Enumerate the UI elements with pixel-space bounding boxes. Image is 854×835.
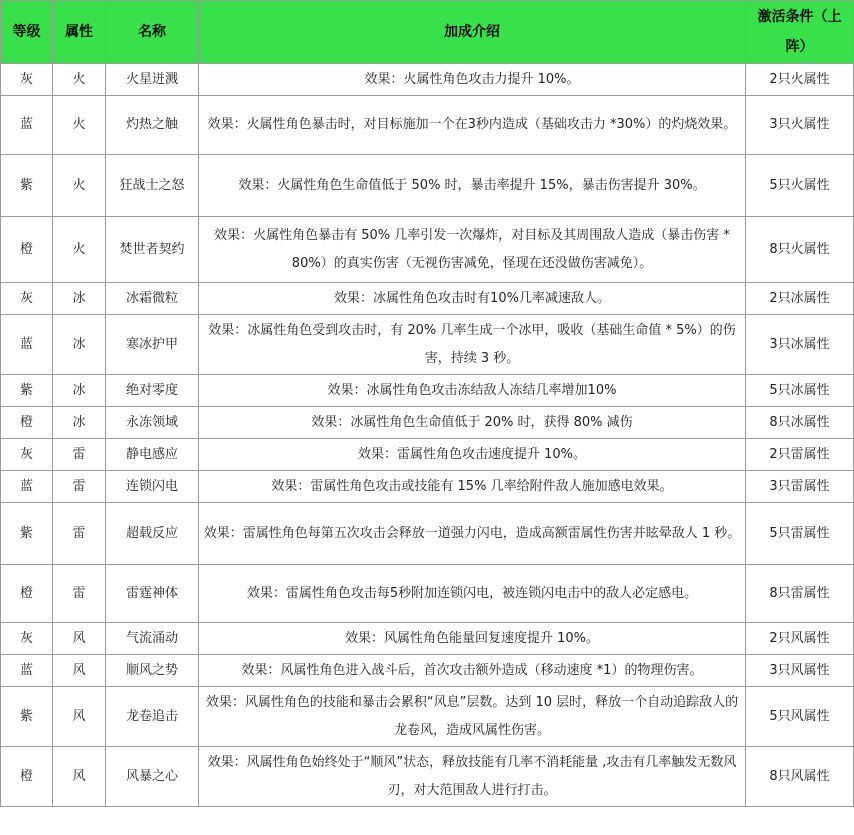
bonus-desc-cell: 效果：冰属性角色受到攻击时，有 20% 几率生成一个冰甲，吸收（基础生命值 * 5%）的伤害，持续 3 秒。 — [199, 315, 746, 375]
attribute-cell: 风 — [53, 687, 106, 747]
table-row — [1, 687, 854, 747]
level-cell: 橙 — [1, 565, 53, 623]
attribute-cell: 冰 — [53, 283, 106, 315]
bonus-desc-cell: 效果：风属性角色的技能和暴击会累积“风息”层数。达到 10 层时，释放一个自动追踪敌人的龙卷风，造成风属性伤害。 — [199, 687, 746, 747]
level-cell: 紫 — [1, 687, 53, 747]
name-cell: 焚世者契约 — [106, 217, 199, 283]
level-cell: 灰 — [1, 64, 53, 96]
condition-cell: 8只雷属性 — [746, 565, 854, 623]
level-cell: 蓝 — [1, 655, 53, 687]
level-cell: 灰 — [1, 439, 53, 471]
attribute-cell: 冰 — [53, 407, 106, 439]
level-cell: 橙 — [1, 747, 53, 807]
bonus-desc-cell: 效果：雷属性角色攻击每5秒附加连锁闪电，被连锁闪电击中的敌人必定感电。 — [199, 565, 746, 623]
bonus-desc-cell: 效果：雷属性角色攻击速度提升 10%。 — [199, 439, 746, 471]
bonus-desc-cell: 效果：风属性角色能量回复速度提升 10%。 — [199, 623, 746, 655]
condition-cell: 3只火属性 — [746, 96, 854, 155]
name-cell: 狂战士之怒 — [106, 155, 199, 217]
condition-cell: 2只冰属性 — [746, 283, 854, 315]
bonus-desc-cell: 效果：冰属性角色攻击冻结敌人冻结几率增加10% — [199, 375, 746, 407]
name-cell: 永冻领域 — [106, 407, 199, 439]
condition-cell: 8只风属性 — [746, 747, 854, 807]
table-row — [1, 375, 854, 407]
bonus-desc-cell: 效果：风属性角色始终处于“顺风”状态，释放技能有几率不消耗能量 ,攻击有几率触发无数风刃，对大范围敌人进行打击。 — [199, 747, 746, 807]
table-row — [1, 565, 854, 623]
attribute-cell: 风 — [53, 655, 106, 687]
condition-cell: 3只雷属性 — [746, 471, 854, 503]
table-row — [1, 407, 854, 439]
attribute-cell: 风 — [53, 747, 106, 807]
attribute-cell: 雷 — [53, 471, 106, 503]
condition-cell: 8只火属性 — [746, 217, 854, 283]
condition-cell: 5只雷属性 — [746, 503, 854, 565]
level-cell: 紫 — [1, 155, 53, 217]
level-cell: 灰 — [1, 283, 53, 315]
attribute-cell: 雷 — [53, 503, 106, 565]
bonus-desc-cell: 效果：雷属性角色攻击或技能有 15% 几率给附件敌人施加感电效果。 — [199, 471, 746, 503]
name-cell: 连锁闪电 — [106, 471, 199, 503]
name-cell: 超载反应 — [106, 503, 199, 565]
header-condition: 激活条件（上阵） — [746, 1, 854, 64]
attribute-cell: 冰 — [53, 315, 106, 375]
bonus-desc-cell: 效果：雷属性角色每第五次攻击会释放一道强力闪电，造成高额雷属性伤害并眩晕敌人 1 秒。 — [199, 503, 746, 565]
name-cell: 寒冰护甲 — [106, 315, 199, 375]
table-row — [1, 503, 854, 565]
header-level: 等级 — [1, 1, 53, 64]
table-row — [1, 623, 854, 655]
bonus-desc-cell: 效果：冰属性角色生命值低于 20% 时，获得 80% 减伤 — [199, 407, 746, 439]
table-row — [1, 217, 854, 283]
header-attribute: 属性 — [53, 1, 106, 64]
header-bonus: 加成介绍 — [199, 1, 746, 64]
attribute-cell: 火 — [53, 155, 106, 217]
name-cell: 风暴之心 — [106, 747, 199, 807]
level-cell: 橙 — [1, 217, 53, 283]
bonus-desc-cell: 效果：火属性角色攻击力提升 10%。 — [199, 64, 746, 96]
name-cell: 龙卷追击 — [106, 687, 199, 747]
name-cell: 灼热之触 — [106, 96, 199, 155]
table-row — [1, 315, 854, 375]
table-row — [1, 155, 854, 217]
name-cell: 气流涌动 — [106, 623, 199, 655]
name-cell: 绝对零度 — [106, 375, 199, 407]
attribute-cell: 雷 — [53, 565, 106, 623]
attribute-cell: 火 — [53, 64, 106, 96]
attribute-cell: 冰 — [53, 375, 106, 407]
condition-cell: 3只冰属性 — [746, 315, 854, 375]
level-cell: 蓝 — [1, 96, 53, 155]
bonus-desc-cell: 效果：火属性角色生命值低于 50% 时，暴击率提升 15%，暴击伤害提升 30%。 — [199, 155, 746, 217]
level-cell: 灰 — [1, 623, 53, 655]
condition-cell: 2只雷属性 — [746, 439, 854, 471]
condition-cell: 2只风属性 — [746, 623, 854, 655]
condition-cell: 5只冰属性 — [746, 375, 854, 407]
condition-cell: 5只风属性 — [746, 687, 854, 747]
name-cell: 雷霆神体 — [106, 565, 199, 623]
condition-cell: 8只冰属性 — [746, 407, 854, 439]
condition-cell: 3只风属性 — [746, 655, 854, 687]
name-cell: 静电感应 — [106, 439, 199, 471]
table-row — [1, 439, 854, 471]
attribute-cell: 雷 — [53, 439, 106, 471]
level-cell: 紫 — [1, 503, 53, 565]
level-cell: 紫 — [1, 375, 53, 407]
table-row — [1, 655, 854, 687]
level-cell: 蓝 — [1, 471, 53, 503]
attribute-cell: 火 — [53, 96, 106, 155]
level-cell: 橙 — [1, 407, 53, 439]
attribute-cell: 风 — [53, 623, 106, 655]
bonus-desc-cell: 效果：冰属性角色攻击时有10%几率减速敌人。 — [199, 283, 746, 315]
name-cell: 冰霜微粒 — [106, 283, 199, 315]
bonus-desc-cell: 效果：火属性角色暴击时，对目标施加一个在3秒内造成（基础攻击力 *30%）的灼烧效果。 — [199, 96, 746, 155]
name-cell: 顺风之势 — [106, 655, 199, 687]
bonus-desc-cell: 效果：火属性角色暴击有 50% 几率引发一次爆炸，对目标及其周围敌人造成（暴击伤害 * 80%）的真实伤害（无视伤害减免，怪现在还没做伤害减免）。 — [199, 217, 746, 283]
header-name: 名称 — [106, 1, 199, 64]
bonus-desc-cell: 效果：风属性角色进入战斗后，首次攻击额外造成（移动速度 *1）的物理伤害。 — [199, 655, 746, 687]
condition-cell: 2只火属性 — [746, 64, 854, 96]
name-cell: 火星迸溅 — [106, 64, 199, 96]
table-row — [1, 64, 854, 96]
table-row — [1, 96, 854, 155]
table-row — [1, 471, 854, 503]
condition-cell: 5只火属性 — [746, 155, 854, 217]
table-row — [1, 283, 854, 315]
table-row — [1, 747, 854, 807]
attribute-cell: 火 — [53, 217, 106, 283]
header-row — [1, 1, 854, 64]
level-cell: 蓝 — [1, 315, 53, 375]
